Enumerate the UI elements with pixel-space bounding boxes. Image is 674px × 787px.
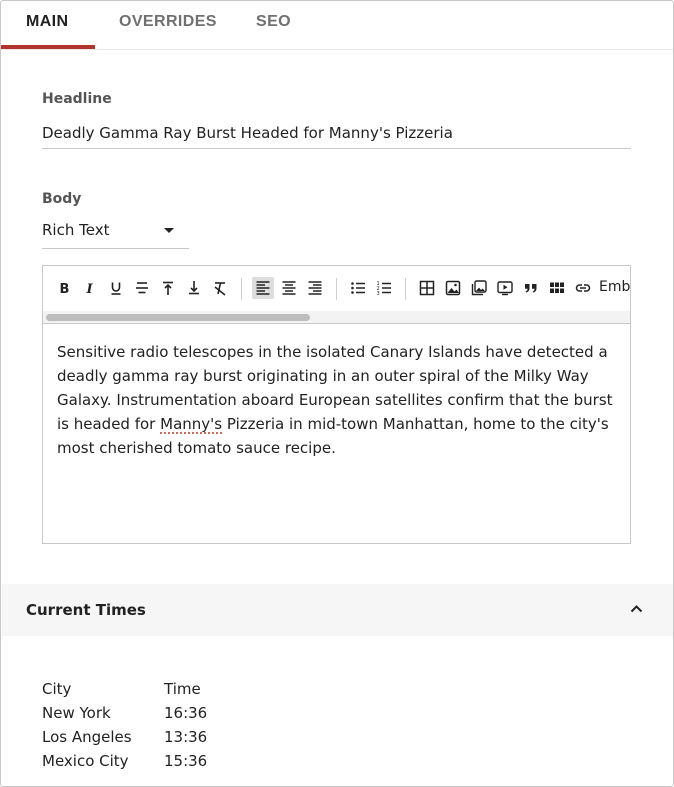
numbered-list-icon[interactable] [373, 277, 395, 299]
current-times-panel-header[interactable] [2, 584, 673, 636]
body-text[interactable] [57, 340, 619, 460]
headline-label: Headline [42, 91, 112, 107]
body-format-select[interactable] [42, 217, 189, 249]
city-cell: Los Angeles [42, 728, 132, 746]
misspelled-word[interactable]: Manny's [160, 415, 223, 433]
current-times-table [42, 677, 207, 773]
active-tab-indicator [1, 45, 95, 49]
align-right-icon[interactable] [304, 277, 326, 299]
tab-seo[interactable]: SEO [256, 13, 291, 30]
clear-format-icon[interactable] [209, 277, 231, 299]
underline-icon[interactable] [105, 277, 127, 299]
rich-text-editor[interactable] [42, 265, 631, 544]
body-label: Body [42, 191, 82, 207]
toolbar-divider [241, 278, 242, 300]
toolbar-scrollbar-thumb[interactable] [46, 314, 310, 321]
video-icon[interactable] [494, 277, 516, 299]
svg-text:2: 2 [376, 286, 380, 292]
table-row [42, 725, 207, 749]
tab-overrides[interactable]: OVERRIDES [119, 13, 217, 30]
toolbar-divider [336, 278, 337, 300]
bold-icon[interactable] [53, 277, 75, 299]
table-header-row [42, 677, 207, 701]
svg-text:I: I [86, 282, 93, 296]
table-row [42, 749, 207, 773]
column-header-time: Time [164, 680, 201, 698]
time-cell: 13:36 [164, 728, 208, 746]
body-format-value: Rich Text [42, 221, 110, 239]
superscript-icon[interactable] [157, 277, 179, 299]
gallery-icon[interactable] [468, 277, 490, 299]
time-cell: 16:36 [164, 704, 208, 722]
italic-icon[interactable] [79, 277, 101, 299]
headline-input[interactable] [42, 117, 631, 149]
caret-down-icon [164, 228, 174, 233]
bullet-list-icon[interactable] [347, 277, 369, 299]
svg-text:3: 3 [376, 291, 380, 296]
strikethrough-icon[interactable] [131, 277, 153, 299]
table-row [42, 701, 207, 725]
embed-button[interactable]: Emb [599, 279, 630, 295]
tab-main[interactable]: MAIN [26, 13, 69, 30]
editor-toolbar [43, 266, 630, 311]
svg-text:1: 1 [376, 281, 380, 287]
city-cell: Mexico City [42, 752, 129, 770]
quote-icon[interactable] [520, 277, 542, 299]
tab-bar [1, 1, 673, 50]
subscript-icon[interactable] [183, 277, 205, 299]
toolbar-scrollbar[interactable] [43, 311, 630, 324]
column-header-city: City [42, 680, 72, 698]
table-icon[interactable] [416, 277, 438, 299]
image-icon[interactable] [442, 277, 464, 299]
svg-text:B: B [59, 282, 70, 296]
body-text-part: Sensitive radio telescopes in the isolated Canary Islands have detected a deadly gamma ray burst originating in an outer spiral of the Milky Way Galaxy. Instrumentation aboard European satellites confirm that the burst is headed for [57, 343, 613, 433]
time-cell: 15:36 [164, 752, 208, 770]
current-times-title: Current Times [26, 601, 146, 619]
toolbar-divider [405, 278, 406, 300]
align-center-icon[interactable] [278, 277, 300, 299]
module-grid-icon[interactable] [546, 277, 568, 299]
align-left-icon[interactable] [252, 277, 274, 299]
link-icon[interactable] [572, 277, 594, 299]
chevron-up-icon[interactable] [630, 604, 643, 613]
city-cell: New York [42, 704, 111, 722]
body-text-part: Pizzeria in mid-town Manhattan, home to the city's most cherished tomato sauce recipe. [57, 415, 609, 457]
